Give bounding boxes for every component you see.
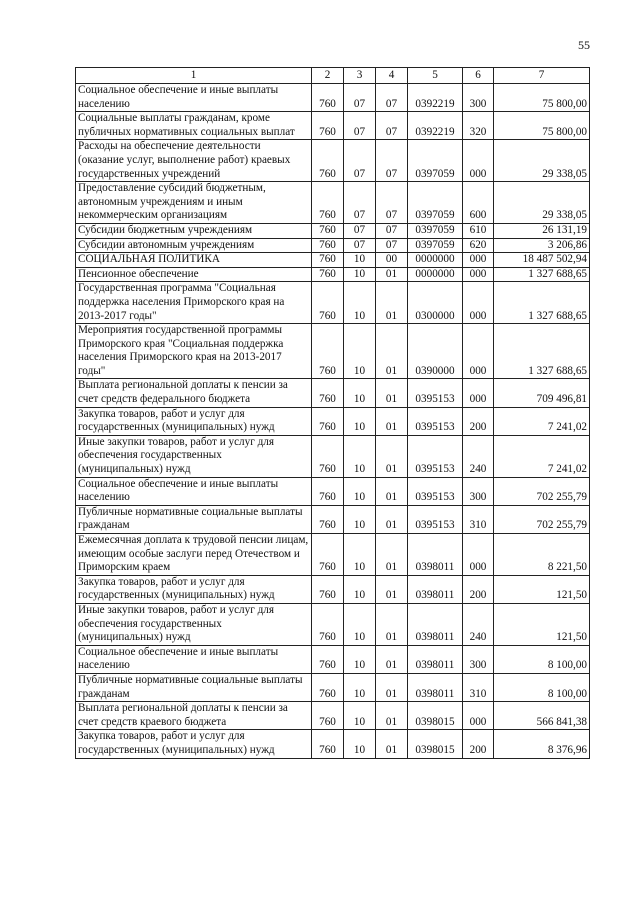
table-row: [76, 505, 590, 533]
row-name-cell: Социальное обеспечение и иные выплаты населению: [76, 477, 312, 505]
row-col4-cell: 01: [376, 603, 408, 645]
row-amount-cell: 8 221,50: [494, 534, 590, 576]
row-col3-cell: 07: [344, 140, 376, 182]
row-col3-cell: 10: [344, 575, 376, 603]
row-col6-cell: 240: [463, 435, 494, 477]
table-row: [76, 730, 590, 758]
row-name-cell: Социальное обеспечение и иные выплаты населению: [76, 84, 312, 112]
row-col3-cell: 10: [344, 645, 376, 673]
row-col5-cell: 0397059: [408, 140, 463, 182]
row-col5-cell: 0397059: [408, 238, 463, 253]
table-row: [76, 379, 590, 407]
row-col4-cell: 01: [376, 673, 408, 701]
row-col6-cell: 320: [463, 112, 494, 140]
row-col3-cell: 10: [344, 253, 376, 268]
row-col6-cell: 000: [463, 253, 494, 268]
row-col2-cell: 760: [312, 534, 344, 576]
table-row: [76, 267, 590, 282]
row-col6-cell: 000: [463, 379, 494, 407]
row-col4-cell: 01: [376, 477, 408, 505]
row-col3-cell: 07: [344, 238, 376, 253]
row-col6-cell: 200: [463, 407, 494, 435]
row-col3-cell: 07: [344, 84, 376, 112]
row-col3-cell: 07: [344, 223, 376, 238]
row-col6-cell: 300: [463, 84, 494, 112]
row-amount-cell: 75 800,00: [494, 112, 590, 140]
row-amount-cell: 121,50: [494, 603, 590, 645]
row-col3-cell: 10: [344, 379, 376, 407]
row-col5-cell: 0395153: [408, 477, 463, 505]
row-col4-cell: 07: [376, 238, 408, 253]
table-row: [76, 253, 590, 268]
row-col3-cell: 10: [344, 534, 376, 576]
row-amount-cell: 29 338,05: [494, 182, 590, 224]
table-row: [76, 645, 590, 673]
header-col-3: 3: [344, 68, 376, 84]
row-col4-cell: 01: [376, 505, 408, 533]
row-col2-cell: 760: [312, 324, 344, 379]
row-col6-cell: 000: [463, 324, 494, 379]
row-col5-cell: 0398011: [408, 603, 463, 645]
row-col5-cell: 0398011: [408, 645, 463, 673]
table-row: [76, 407, 590, 435]
row-col4-cell: 01: [376, 645, 408, 673]
row-col2-cell: 760: [312, 223, 344, 238]
row-name-cell: Предоставление субсидий бюджетным, автономным учреждениям и иным некоммерческим организациям: [76, 182, 312, 224]
row-col6-cell: 620: [463, 238, 494, 253]
row-col2-cell: 760: [312, 407, 344, 435]
row-col4-cell: 07: [376, 84, 408, 112]
row-col3-cell: 10: [344, 407, 376, 435]
row-col4-cell: 01: [376, 575, 408, 603]
row-col3-cell: 10: [344, 324, 376, 379]
row-col6-cell: 000: [463, 140, 494, 182]
row-amount-cell: 26 131,19: [494, 223, 590, 238]
row-col3-cell: 10: [344, 603, 376, 645]
header-col-5: 5: [408, 68, 463, 84]
table-row: [76, 223, 590, 238]
table-body: [76, 84, 590, 759]
row-col5-cell: 0398015: [408, 730, 463, 758]
row-col3-cell: 10: [344, 730, 376, 758]
row-col4-cell: 07: [376, 182, 408, 224]
table-row: [76, 673, 590, 701]
row-col6-cell: 000: [463, 702, 494, 730]
row-amount-cell: 566 841,38: [494, 702, 590, 730]
row-col4-cell: 01: [376, 702, 408, 730]
row-name-cell: Закупка товаров, работ и услуг для государственных (муниципальных) нужд: [76, 407, 312, 435]
row-name-cell: Субсидии автономным учреждениям: [76, 238, 312, 253]
row-name-cell: Социальные выплаты гражданам, кроме публичных нормативных социальных выплат: [76, 112, 312, 140]
row-col5-cell: 0395153: [408, 379, 463, 407]
row-col5-cell: 0398011: [408, 534, 463, 576]
row-amount-cell: 1 327 688,65: [494, 267, 590, 282]
row-col5-cell: 0395153: [408, 407, 463, 435]
row-col2-cell: 760: [312, 477, 344, 505]
row-amount-cell: 29 338,05: [494, 140, 590, 182]
row-col4-cell: 07: [376, 112, 408, 140]
row-col5-cell: 0397059: [408, 223, 463, 238]
row-col3-cell: 07: [344, 112, 376, 140]
row-col2-cell: 760: [312, 730, 344, 758]
row-col6-cell: 000: [463, 267, 494, 282]
table-row: [76, 182, 590, 224]
row-name-cell: Публичные нормативные социальные выплаты гражданам: [76, 673, 312, 701]
row-amount-cell: 709 496,81: [494, 379, 590, 407]
row-col4-cell: 01: [376, 730, 408, 758]
table-row: [76, 534, 590, 576]
row-col3-cell: 10: [344, 702, 376, 730]
row-name-cell: Выплата региональной доплаты к пенсии за счет средств краевого бюджета: [76, 702, 312, 730]
row-col6-cell: 310: [463, 505, 494, 533]
row-col6-cell: 310: [463, 673, 494, 701]
header-col-7: 7: [494, 68, 590, 84]
row-col5-cell: 0392219: [408, 112, 463, 140]
row-col5-cell: 0398011: [408, 673, 463, 701]
row-col2-cell: 760: [312, 140, 344, 182]
row-col2-cell: 760: [312, 112, 344, 140]
header-col-4: 4: [376, 68, 408, 84]
page-number: 55: [578, 38, 590, 52]
row-col3-cell: 10: [344, 505, 376, 533]
row-col4-cell: 07: [376, 140, 408, 182]
row-col5-cell: 0395153: [408, 435, 463, 477]
row-col5-cell: 0390000: [408, 324, 463, 379]
row-col4-cell: 01: [376, 407, 408, 435]
row-col6-cell: 300: [463, 645, 494, 673]
table-row: [76, 324, 590, 379]
table-row: [76, 282, 590, 324]
row-name-cell: Пенсионное обеспечение: [76, 267, 312, 282]
row-col2-cell: 760: [312, 435, 344, 477]
row-name-cell: Иные закупки товаров, работ и услуг для обеспечения государственных (муниципальных) нужд: [76, 435, 312, 477]
table-row: [76, 140, 590, 182]
row-col6-cell: 200: [463, 575, 494, 603]
row-col5-cell: 0397059: [408, 182, 463, 224]
row-amount-cell: 121,50: [494, 575, 590, 603]
row-col6-cell: 240: [463, 603, 494, 645]
row-col6-cell: 200: [463, 730, 494, 758]
row-col3-cell: 10: [344, 477, 376, 505]
header-col-6: 6: [463, 68, 494, 84]
table-row: [76, 435, 590, 477]
row-col4-cell: 00: [376, 253, 408, 268]
row-col5-cell: 0000000: [408, 267, 463, 282]
row-amount-cell: 8 100,00: [494, 673, 590, 701]
row-name-cell: Закупка товаров, работ и услуг для государственных (муниципальных) нужд: [76, 575, 312, 603]
budget-table: [75, 67, 590, 759]
row-col3-cell: 10: [344, 435, 376, 477]
row-col4-cell: 01: [376, 324, 408, 379]
row-name-cell: Государственная программа "Социальная поддержка населения Приморского края на 2013-2017 годы": [76, 282, 312, 324]
header-col-1: 1: [76, 68, 312, 84]
row-amount-cell: 702 255,79: [494, 505, 590, 533]
row-col6-cell: 300: [463, 477, 494, 505]
row-col4-cell: 07: [376, 223, 408, 238]
row-col6-cell: 610: [463, 223, 494, 238]
row-col5-cell: 0392219: [408, 84, 463, 112]
row-col5-cell: 0398011: [408, 575, 463, 603]
row-amount-cell: 3 206,86: [494, 238, 590, 253]
row-col3-cell: 10: [344, 267, 376, 282]
row-amount-cell: 8 376,96: [494, 730, 590, 758]
row-col2-cell: 760: [312, 238, 344, 253]
row-col2-cell: 760: [312, 603, 344, 645]
row-name-cell: Социальное обеспечение и иные выплаты населению: [76, 645, 312, 673]
row-col5-cell: 0000000: [408, 253, 463, 268]
table-row: [76, 575, 590, 603]
row-col2-cell: 760: [312, 267, 344, 282]
row-col2-cell: 760: [312, 182, 344, 224]
row-col3-cell: 10: [344, 282, 376, 324]
row-col2-cell: 760: [312, 379, 344, 407]
row-amount-cell: 7 241,02: [494, 407, 590, 435]
table-header-row: [76, 68, 590, 84]
row-col5-cell: 0398015: [408, 702, 463, 730]
row-col6-cell: 600: [463, 182, 494, 224]
row-col3-cell: 07: [344, 182, 376, 224]
row-name-cell: Ежемесячная доплата к трудовой пенсии лицам, имеющим особые заслуги перед Отечеством и Приморским краем: [76, 534, 312, 576]
row-name-cell: Расходы на обеспечение деятельности (оказание услуг, выполнение работ) краевых государственных учреждений: [76, 140, 312, 182]
row-amount-cell: 702 255,79: [494, 477, 590, 505]
table-row: [76, 238, 590, 253]
row-name-cell: Иные закупки товаров, работ и услуг для обеспечения государственных (муниципальных) нужд: [76, 603, 312, 645]
row-amount-cell: 18 487 502,94: [494, 253, 590, 268]
row-col2-cell: 760: [312, 702, 344, 730]
row-col2-cell: 760: [312, 575, 344, 603]
row-col2-cell: 760: [312, 505, 344, 533]
row-name-cell: СОЦИАЛЬНАЯ ПОЛИТИКА: [76, 253, 312, 268]
row-name-cell: Мероприятия государственной программы Приморского края "Социальная поддержка населения Приморского края на 2013-2017 годы": [76, 324, 312, 379]
row-col2-cell: 760: [312, 645, 344, 673]
row-col4-cell: 01: [376, 435, 408, 477]
row-col5-cell: 0300000: [408, 282, 463, 324]
row-col4-cell: 01: [376, 282, 408, 324]
table-row: [76, 477, 590, 505]
header-col-2: 2: [312, 68, 344, 84]
row-col3-cell: 10: [344, 673, 376, 701]
row-col2-cell: 760: [312, 673, 344, 701]
table-row: [76, 84, 590, 112]
table-row: [76, 702, 590, 730]
table-row: [76, 112, 590, 140]
row-name-cell: Закупка товаров, работ и услуг для государственных (муниципальных) нужд: [76, 730, 312, 758]
row-amount-cell: 75 800,00: [494, 84, 590, 112]
table-row: [76, 603, 590, 645]
row-col2-cell: 760: [312, 253, 344, 268]
row-col6-cell: 000: [463, 534, 494, 576]
row-name-cell: Субсидии бюджетным учреждениям: [76, 223, 312, 238]
row-col4-cell: 01: [376, 379, 408, 407]
row-amount-cell: 1 327 688,65: [494, 282, 590, 324]
row-amount-cell: 1 327 688,65: [494, 324, 590, 379]
row-col2-cell: 760: [312, 282, 344, 324]
row-name-cell: Выплата региональной доплаты к пенсии за счет средств федерального бюджета: [76, 379, 312, 407]
row-amount-cell: 8 100,00: [494, 645, 590, 673]
row-col5-cell: 0395153: [408, 505, 463, 533]
row-col2-cell: 760: [312, 84, 344, 112]
row-col4-cell: 01: [376, 267, 408, 282]
row-amount-cell: 7 241,02: [494, 435, 590, 477]
row-col4-cell: 01: [376, 534, 408, 576]
row-name-cell: Публичные нормативные социальные выплаты гражданам: [76, 505, 312, 533]
row-col6-cell: 000: [463, 282, 494, 324]
